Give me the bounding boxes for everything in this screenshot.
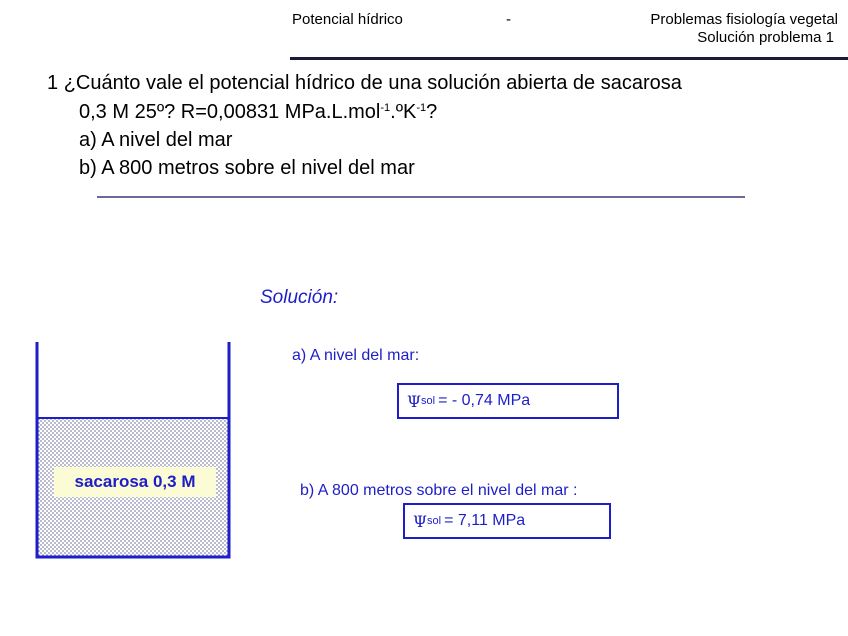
solution-title: Solución: (260, 287, 339, 308)
problem-number: 1 (47, 72, 59, 94)
header-separator: - (506, 11, 511, 28)
psi-subscript: sol (427, 515, 442, 527)
problem-question: ¿Cuánto vale el potencial hídrico de una solución abierta de sacarosa (63, 72, 682, 94)
psi-subscript: sol (421, 395, 436, 407)
problem-line-1 (47, 72, 682, 95)
problem-divider (97, 196, 745, 198)
problem-exp-2: -1 (416, 102, 427, 114)
problem-option-b: b) A 800 metros sobre el nivel del mar (79, 157, 415, 179)
beaker-illustration (34, 342, 232, 560)
psi-symbol: Ψ (407, 391, 422, 411)
part-a-result-box (397, 383, 619, 419)
header-divider (290, 57, 848, 60)
beaker-label: sacarosa 0,3 M (54, 467, 216, 497)
problem-line2-main: 0,3 M 25º? R=0,00831 MPa.L.mol (79, 101, 381, 123)
problem-option-a: a) A nivel del mar (79, 129, 233, 151)
header-subtitle: Solución problema 1 (697, 29, 834, 46)
psi-symbol: Ψ (413, 511, 428, 531)
problem-line2-end: ? (426, 101, 438, 123)
problem-line2-mid: .ºK (390, 101, 417, 123)
header-course: Problemas fisiología vegetal (650, 11, 838, 28)
problem-line-2 (79, 101, 437, 124)
part-b-result-box (403, 503, 611, 539)
part-a-result: = - 0,74 MPa (438, 392, 531, 409)
header-topic: Potencial hídrico (292, 11, 403, 28)
part-a-label: a) A nivel del mar: (292, 347, 420, 364)
part-b-result: = 7,11 MPa (444, 512, 526, 529)
part-b-label: b) A 800 metros sobre el nivel del mar : (300, 482, 578, 499)
problem-exp-1: -1 (380, 102, 391, 114)
